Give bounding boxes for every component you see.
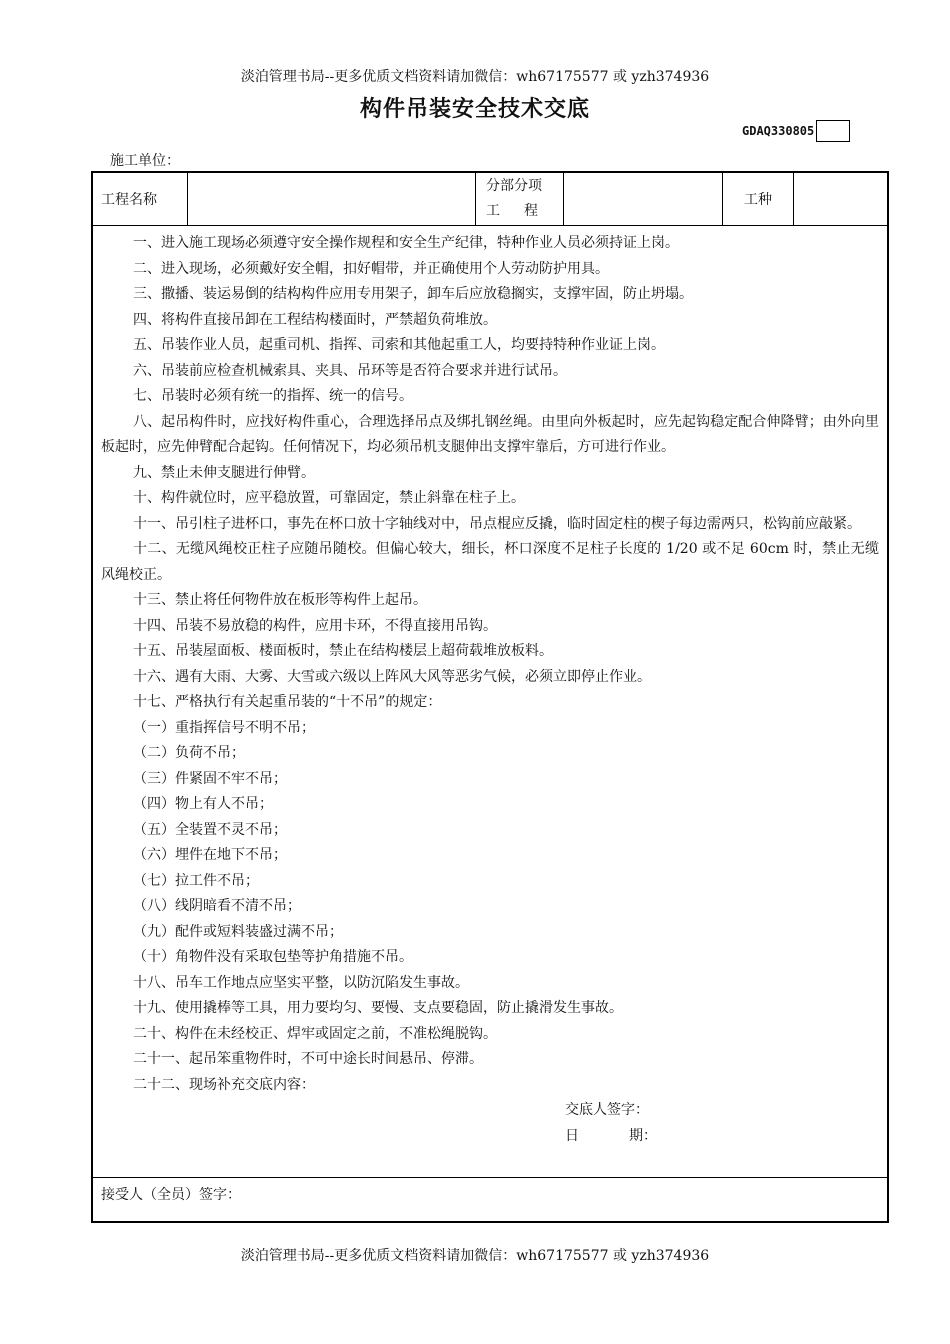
item: 十六、遇有大雨、大雾、大雪或六级以上阵风大风等恶劣气候，必须立即停止作业。 <box>133 668 651 685</box>
sub-item: （八）线阴暗看不清不吊； <box>133 898 301 914</box>
item: 二十二、现场补充交底内容： <box>133 1076 315 1093</box>
item: 八、起吊构件时，应找好构件重心，合理选择吊点及绑扎钢丝绳。由里向外板起时，应先起钩稳定配合伸降臂；由外向里板起时，应先伸臂配合起钩。任何情况下，均必须吊机支腿伸出支撑牢靠后，方可进行作业。 <box>101 413 879 455</box>
sign-date <box>101 1124 879 1150</box>
sub-project-field[interactable] <box>564 173 723 225</box>
item: 十二、无缆风绳校正柱子应随吊随校。但偏心较大，细长，杯口深度不足柱子长度的 1/20 或不足 60cm 时，禁止无缆风绳校正。 <box>101 541 879 583</box>
signer-label: 交底人签字： <box>565 1102 649 1118</box>
item: 十七、严格执行有关起重吊装的“十不吊”的规定： <box>133 694 442 710</box>
receiver-label: 接受人（全员）签字： <box>101 1187 241 1203</box>
sub-item: （一）重指挥信号不明不吊； <box>133 719 315 736</box>
construction-unit-label: 施工单位： <box>110 153 180 169</box>
item: 十、构件就位时，应平稳放置，可靠固定，禁止斜靠在柱子上。 <box>133 490 525 506</box>
doc-code-area <box>742 120 850 142</box>
item: 四、将构件直接吊卸在工程结构楼面时，严禁超负荷堆放。 <box>133 311 497 328</box>
project-name-field[interactable] <box>188 173 476 225</box>
item: 六、吊装前应检查机械索具、夹具、吊环等是否符合要求并进行试吊。 <box>133 362 567 379</box>
item: 十四、吊装不易放稳的构件，应用卡环，不得直接用吊钩。 <box>133 617 497 634</box>
page-title: 构件吊装安全技术交底 <box>359 97 590 122</box>
project-name-label-cell <box>93 173 188 225</box>
trade-label: 工种 <box>744 192 772 208</box>
item: 十五、吊装屋面板、楼面板时，禁止在结构楼层上超荷载堆放板料。 <box>133 643 553 659</box>
item: 十八、吊车工作地点应坚实平整，以防沉陷发生事故。 <box>133 974 469 991</box>
sub-item: （九）配件或短料装盛过满不吊； <box>133 923 343 940</box>
footer-note: 淡泊管理书局--更多优质文档资料请加微信：wh67175577 或 yzh374936 <box>240 1248 710 1264</box>
project-name-label: 工程名称 <box>101 192 157 208</box>
sub-item: （四）物上有人不吊； <box>133 796 273 812</box>
info-row <box>93 173 887 226</box>
sub-item: （五）全装置不灵不吊； <box>133 821 287 838</box>
sub-item: （六）埋件在地下不吊； <box>133 847 287 863</box>
item: 十三、禁止将任何物件放在板形等构件上起吊。 <box>133 592 427 608</box>
item: 二、进入现场，必须戴好安全帽，扣好帽带，并正确使用个人劳动防护用具。 <box>133 260 609 277</box>
sub-item: （二）负荷不吊； <box>133 745 245 761</box>
sub-item: （三）件紧固不牢不吊； <box>133 770 287 787</box>
item: 三、撒播、装运易倒的结构构件应用专用架子，卸车后应放稳搁实，支撑牢固，防止坍塌。 <box>133 286 693 302</box>
sub-project-label-cell <box>476 173 564 225</box>
item: 十一、吊引柱子进杯口，事先在杯口放十字轴线对中，吊点棍应反撬，临时固定柱的楔子每边需两只，松钩前应敲紧。 <box>133 515 861 532</box>
doc-code: GDAQ330805 <box>742 124 815 138</box>
item: 二十、构件在未经校正、焊牢或固定之前，不准松绳脱钩。 <box>133 1025 497 1042</box>
receiver-signature-field[interactable] <box>93 1178 887 1221</box>
date-label-a: 日 <box>565 1127 579 1144</box>
sub-item: （十）角物件没有采取包垫等护角措施不吊。 <box>133 949 413 965</box>
doc-code-box[interactable] <box>816 120 850 142</box>
sub-project-label-line1: 分部分项 <box>486 178 542 194</box>
item: 二十一、起吊笨重物件时，不可中途长时间悬吊、停滞。 <box>133 1051 483 1067</box>
item: 九、禁止未伸支腿进行伸臂。 <box>133 464 315 481</box>
sub-project-label-line2: 工 程 <box>486 203 538 219</box>
sub-item: （七）拉工件不吊； <box>133 872 259 889</box>
header-note: 淡泊管理书局--更多优质文档资料请加微信：wh67175577 或 yzh374936 <box>240 69 710 85</box>
item: 十九、使用撬棒等工具，用力要均匀、要慢、支点要稳固，防止撬滑发生事故。 <box>133 1000 623 1016</box>
item: 五、吊装作业人员，起重司机、指挥、司索和其他起重工人，均要持特种作业证上岗。 <box>133 337 665 353</box>
trade-label-cell <box>723 173 794 225</box>
item: 七、吊装时必须有统一的指挥、统一的信号。 <box>133 388 413 404</box>
disclosure-table <box>91 171 889 1223</box>
disclosure-content <box>93 225 887 1178</box>
item: 一、进入施工现场必须遵守安全操作规程和安全生产纪律，特种作业人员必须持证上岗。 <box>133 235 679 251</box>
trade-field[interactable] <box>794 173 887 225</box>
date-label-b: 期： <box>629 1127 657 1144</box>
